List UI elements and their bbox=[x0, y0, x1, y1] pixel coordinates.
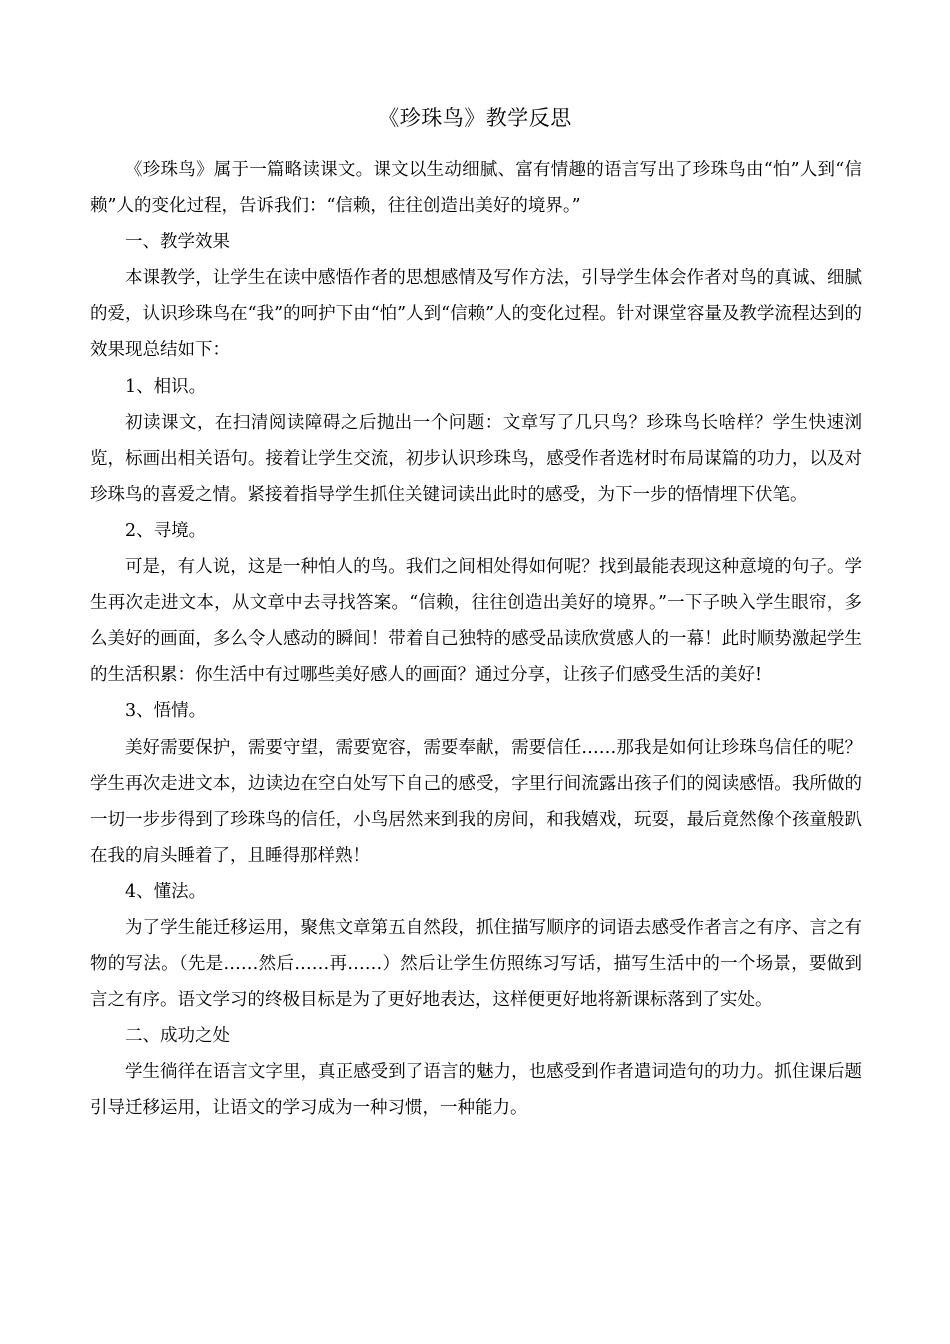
document-body bbox=[90, 152, 862, 1127]
acquaintance-paragraph: 初读课文，在扫清阅读障碍之后抛出一个问题：文章写了几只鸟？珍珠鸟长啥样？学生快速浏览，标画出相关语句。接着让学生交流，初步认识珍珠鸟，感受作者选材时布局谋篇的功力，以及对珍珠鸟的喜爱之情。紧接着指导学生抓住关键词读出此时的感受，为下一步的悟情埋下伏笔。 bbox=[90, 412, 862, 505]
seeking-scene-paragraph: 可是，有人说，这是一种怕人的鸟。我们之间相处得如何呢？找到最能表现这种意境的句子。学生再次走进文本，从文章中去寻找答案。“信赖，往往创造出美好的境界。”一下子映入学生眼帘，多么美好的画面，多么令人感动的瞬间！带着自己独特的感受品读欣赏感人的一幕！此时顺势激起学生的生活积累：你生活中有过哪些美好感人的画面？通过分享，让孩子们感受生活的美好! bbox=[90, 557, 862, 686]
intro-paragraph: 《珍珠鸟》属于一篇略读课文。课文以生动细腻、富有情趣的语言写出了珍珠鸟由“怕”人到“信赖”人的变化过程，告诉我们：“信赖，往往创造出美好的境界。” bbox=[90, 160, 862, 217]
successes-paragraph: 学生徜徉在语言文字里，真正感受到了语言的魅力，也感受到作者遣词造句的功力。抓住课后题引导迁移运用，让语文的学习成为一种习惯，一种能力。 bbox=[90, 1062, 862, 1119]
document-title: 《珍珠鸟》教学反思 bbox=[378, 106, 572, 130]
learning-method-paragraph: 为了学生能迁移运用，聚焦文章第五自然段，抓住描写顺序的词语去感受作者言之有序、言之有物的写法。（先是……然后……再……）然后让学生仿照练习写话，描写生活中的一个场景，要做到言之有序。语文学习的终极目标是为了更好地表达，这样便更好地将新课标落到了实处。 bbox=[90, 917, 862, 1011]
subheading-seeking-scene: 2、寻境。 bbox=[125, 520, 207, 541]
section-heading-successes: 二、成功之处 bbox=[125, 1026, 230, 1047]
subheading-understanding-emotion: 3、悟情。 bbox=[125, 701, 207, 722]
section-heading-teaching-effect: 一、教学效果 bbox=[125, 232, 230, 253]
teaching-effect-paragraph: 本课教学，让学生在读中感悟作者的思想感情及写作方法，引导学生体会作者对鸟的真诚、细腻的爱，认识珍珠鸟在“我”的呵护下由“怕”人到“信赖”人的变化过程。针对课堂容量及教学流程达到的效果现总结如下： bbox=[90, 268, 862, 361]
subheading-learning-method: 4、懂法。 bbox=[125, 881, 207, 902]
subheading-acquaintance: 1、相识。 bbox=[125, 376, 207, 397]
understanding-emotion-paragraph: 美好需要保护，需要守望，需要宽容，需要奉献，需要信任……那我是如何让珍珠鸟信任的呢？学生再次走进文本，边读边在空白处写下自己的感受，字里行间流露出孩子们的阅读感悟。我所做的一切一步步得到了珍珠鸟的信任，小鸟居然来到我的房间，和我嬉戏，玩耍，最后竟然像个孩童般趴在我的肩头睡着了，且睡得那样熟！ bbox=[90, 737, 862, 866]
